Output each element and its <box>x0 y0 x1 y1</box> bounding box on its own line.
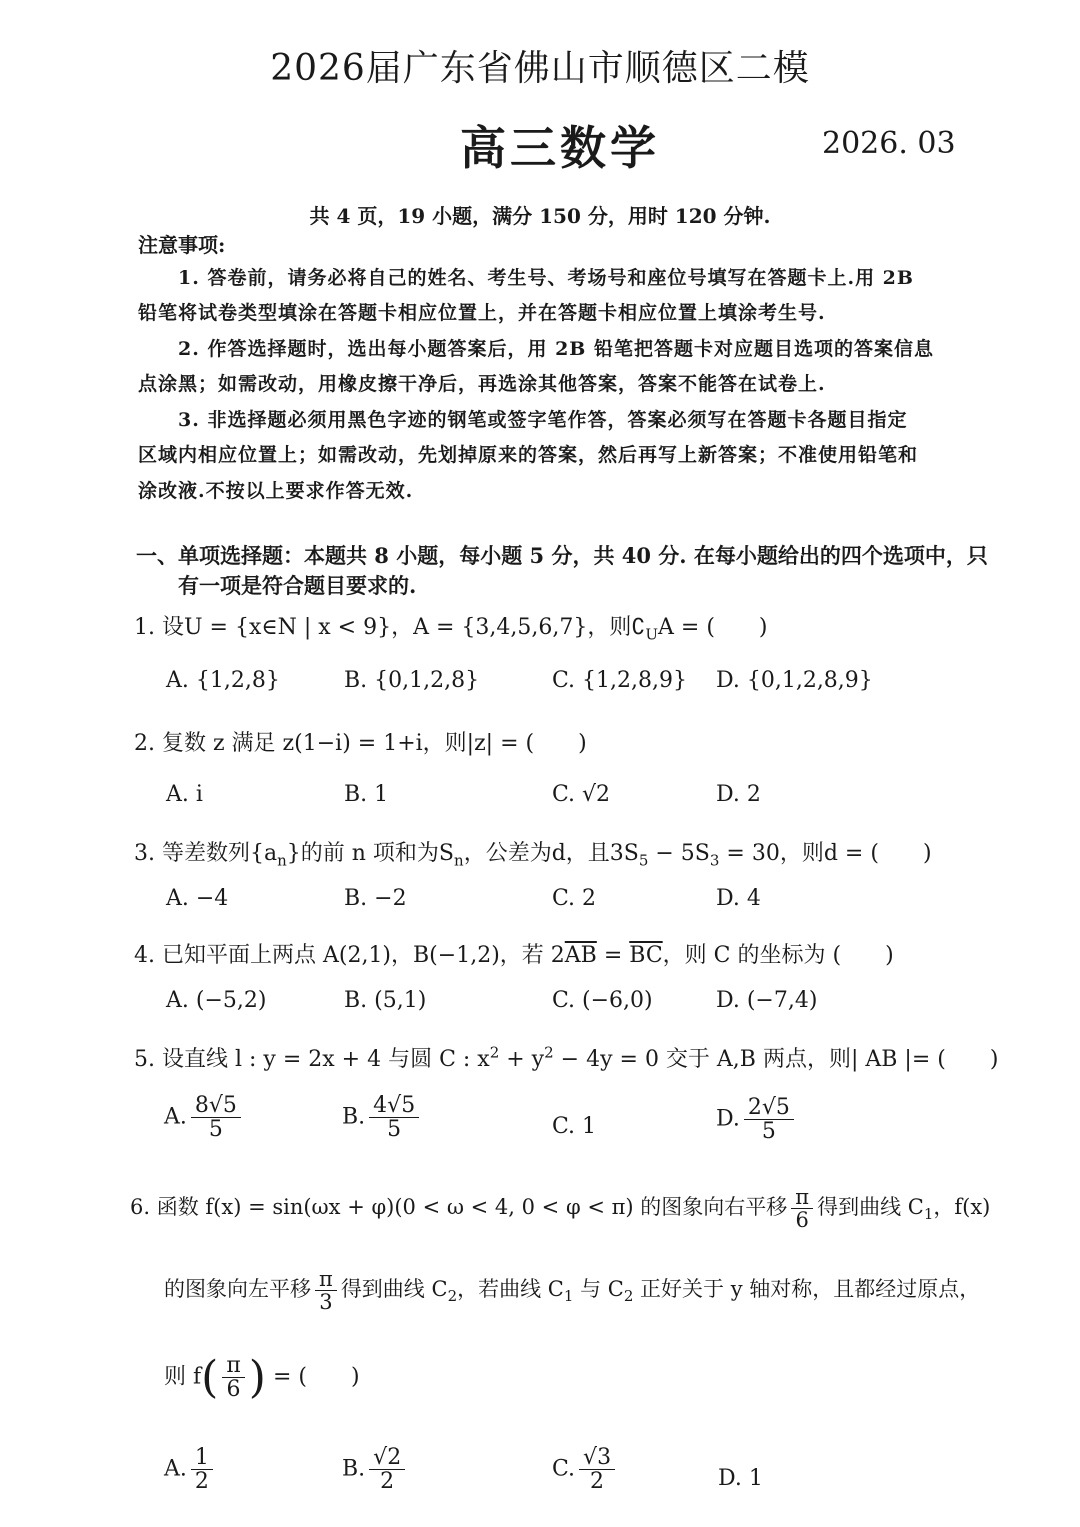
q1-option-a: A. {1,2,8} <box>166 668 280 693</box>
q5-sup: 2 <box>544 1043 554 1062</box>
fraction-denominator: 5 <box>208 1117 223 1143</box>
q1-option-c: C. {1,2,8,9} <box>552 668 687 693</box>
q2-option-b: B. 1 <box>344 782 389 807</box>
q6-c-label: C. <box>552 1456 576 1482</box>
q6-part: 得到曲线 C <box>340 1277 448 1302</box>
q4-vector-ab: $\overline{AB}$ <box>564 943 597 968</box>
q5-a-label: A. <box>164 1104 187 1130</box>
question-6-line-1 <box>130 1186 990 1231</box>
q6-a-label: A. <box>164 1456 187 1482</box>
q6-a-fraction <box>191 1446 213 1493</box>
question-2: 2. 复数 z 满足 z(1−i) = 1+i，则|z| = ( ) <box>134 731 587 756</box>
fraction-denominator: 3 <box>319 1290 333 1315</box>
question-4 <box>134 938 894 969</box>
q3-option-d: D. 4 <box>716 886 761 911</box>
q4-option-b: B. (5,1) <box>344 988 427 1013</box>
q6-part: 6. 函数 f(x) = sin(ωx + φ)(0 < ω < 4, 0 < φ < π) 的图象向右平移 <box>130 1195 788 1220</box>
question-5 <box>134 1042 998 1073</box>
note-line: 点涂黑；如需改动，用橡皮擦干净后，再选涂其他答案，答案不能答在试卷上. <box>138 373 826 395</box>
q6-part: 正好关于 y 轴对称，且都经过原点， <box>633 1277 981 1302</box>
fraction-numerator: √2 <box>369 1446 405 1470</box>
subject-title: 高三数学 <box>460 121 660 175</box>
fraction-numerator: √3 <box>579 1446 615 1470</box>
q6-option-c <box>552 1446 619 1493</box>
note-line: 涂改液.不按以上要求作答无效. <box>138 480 414 502</box>
q6-sub: 2 <box>447 1287 458 1306</box>
fraction-numerator: 4√5 <box>369 1094 419 1118</box>
fraction-numerator: π <box>791 1186 813 1209</box>
fraction-denominator: 2 <box>590 1469 605 1495</box>
q1-sub: U <box>645 625 659 644</box>
q4-part: ，则 C 的坐标为 ( ) <box>662 943 894 968</box>
q1-option-b: B. {0,1,2,8} <box>344 668 480 693</box>
q3-part: = 30，则d = ( ) <box>719 841 932 866</box>
q5-sup: 2 <box>489 1043 500 1062</box>
q3-option-b: B. −2 <box>344 886 407 911</box>
q6-option-a <box>164 1446 217 1493</box>
fraction-numerator: 8√5 <box>191 1094 241 1118</box>
section-heading-cont: 有一项是符合题目要求的. <box>178 573 417 598</box>
q6-option-d: D. 1 <box>718 1466 763 1491</box>
fraction-denominator: 2 <box>194 1469 209 1495</box>
fraction-numerator: 1 <box>191 1446 213 1470</box>
q5-a-fraction <box>191 1094 241 1141</box>
q6-b-fraction <box>369 1446 405 1493</box>
q6-part: ，若曲线 C <box>457 1277 564 1302</box>
q3-option-c: C. 2 <box>552 886 597 911</box>
q6-c-fraction <box>579 1446 615 1493</box>
q6-b-label: B. <box>342 1456 366 1482</box>
q2-option-a: A. i <box>166 782 203 807</box>
note-line: 1. 答卷前，请务必将自己的姓名、考生号、考场号和座位号填写在答题卡上.用 2B <box>178 267 914 289</box>
q6-part: ，f(x) <box>933 1195 991 1220</box>
fraction-denominator: 5 <box>387 1117 402 1143</box>
q5-option-d <box>716 1096 798 1143</box>
q5-d-fraction <box>744 1096 794 1143</box>
q2-option-c: C. √2 <box>552 782 611 807</box>
q6-sub: 1 <box>563 1287 574 1306</box>
fraction-denominator: 6 <box>226 1377 241 1402</box>
q5-d-label: D. <box>716 1106 740 1132</box>
fraction-denominator: 2 <box>380 1469 395 1495</box>
q1-stem: 1. 设U = {x∈N | x < 9}，A = {3,4,5,6,7}，则∁ <box>134 615 646 640</box>
note-line: 2. 作答选择题时，选出每小题答案后，用 2B 铅笔把答题卡对应题目选项的答案信息 <box>178 338 934 360</box>
q3-part: }的前 n 项和为S <box>286 841 455 866</box>
note-line: 铅笔将试卷类型填涂在答题卡相应位置上，并在答题卡相应位置上填涂考生号. <box>138 302 826 324</box>
q5-option-b <box>342 1094 423 1141</box>
q5-option-c: C. 1 <box>552 1114 597 1139</box>
q6-part: 则 f <box>164 1364 202 1390</box>
q4-option-d: D. (−7,4) <box>716 988 818 1013</box>
q5-part: − 4y = 0 交于 A,B 两点，则| AB |= ( ) <box>553 1047 999 1072</box>
q1-stem-end: A = ( ) <box>658 615 768 640</box>
q6-part: 得到曲线 C <box>817 1195 924 1220</box>
q3-option-a: A. −4 <box>166 886 229 911</box>
q3-sub: 5 <box>638 851 649 870</box>
q6-option-b <box>342 1446 409 1493</box>
q3-part: 3. 等差数列{a <box>134 841 278 866</box>
q3-sub: n <box>454 851 464 870</box>
exam-title: 2026届广东省佛山市顺德区二模 <box>270 48 810 89</box>
q5-b-fraction <box>369 1094 419 1141</box>
q2-option-d: D. 2 <box>716 782 761 807</box>
question-6-line-3 <box>164 1352 360 1403</box>
left-paren-icon: ( <box>201 1352 219 1403</box>
note-line: 区域内相应位置上；如需改动，先划掉原来的答案，然后再写上新答案；不准使用铅笔和 <box>138 444 919 466</box>
question-3 <box>134 836 932 869</box>
q6-part: = ( ) <box>265 1364 360 1390</box>
fraction-numerator: π <box>315 1268 337 1291</box>
q6-fraction-pi-6-b <box>222 1354 244 1401</box>
q5-part: + y <box>499 1047 545 1072</box>
q4-option-c: C. (−6,0) <box>552 988 653 1013</box>
exam-date: 2026. 03 <box>822 126 956 161</box>
q5-option-a <box>164 1094 245 1141</box>
q6-fraction-pi-3 <box>315 1268 337 1313</box>
exam-info: 共 4 页，19 小题，满分 150 分，用时 120 分钟. <box>309 204 771 228</box>
q6-part: 的图象向左平移 <box>164 1277 311 1302</box>
q5-part: 5. 设直线 l : y = 2x + 4 与圆 C : x <box>134 1047 490 1072</box>
q5-b-label: B. <box>342 1104 366 1130</box>
q4-part: = <box>596 943 630 968</box>
question-6-line-2 <box>164 1268 980 1313</box>
fraction-numerator: π <box>222 1354 244 1378</box>
note-line: 3. 非选择题必须用黑色字迹的钢笔或签字笔作答，答案必须写在答题卡各题目指定 <box>178 409 908 431</box>
q3-sub: 3 <box>709 851 720 870</box>
q6-sub: 2 <box>623 1287 634 1306</box>
q6-sub: 1 <box>923 1205 934 1224</box>
notes-title: 注意事项: <box>138 233 226 257</box>
right-paren-icon: ) <box>248 1352 266 1403</box>
q6-fraction-pi-6 <box>791 1186 813 1231</box>
q4-part: 4. 已知平面上两点 A(2,1)，B(−1,2)，若 2 <box>134 943 565 968</box>
q4-vector-bc: $\overline{BC}$ <box>629 943 663 968</box>
q1-option-d: D. {0,1,2,8,9} <box>716 668 873 693</box>
q4-option-a: A. (−5,2) <box>166 988 267 1013</box>
q3-sub: n <box>277 851 287 870</box>
q3-part: ，公差为d，且3S <box>463 841 639 866</box>
section-heading: 一、单项选择题：本题共 8 小题，每小题 5 分，共 40 分. 在每小题给出的四个选项中，只 <box>136 543 988 568</box>
fraction-numerator: 2√5 <box>744 1096 794 1120</box>
fraction-denominator: 6 <box>795 1208 809 1233</box>
question-1 <box>134 610 768 643</box>
fraction-denominator: 5 <box>761 1119 776 1145</box>
q3-part: − 5S <box>648 841 710 866</box>
q6-part: 与 C <box>573 1277 624 1302</box>
